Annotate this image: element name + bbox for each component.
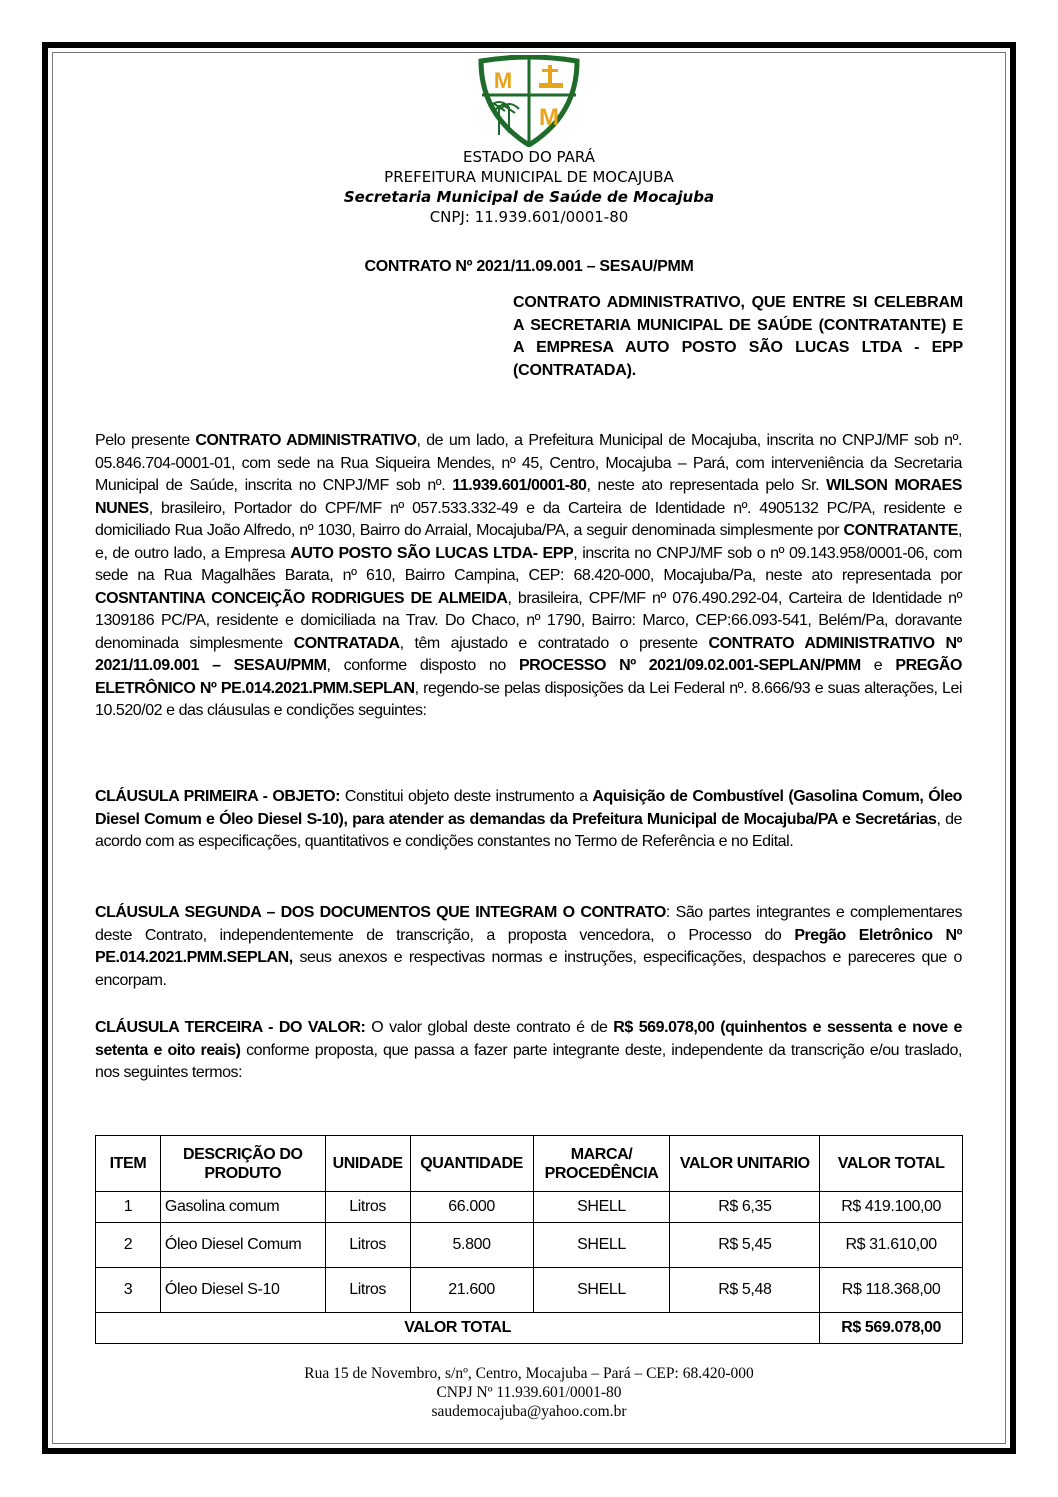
bold-text: Aquisição de Combustível (Gasolina Comum, Óleo Diesel Comum e Óleo Diesel S-10), para atender as demandas da Prefeitura Municipal de Mocajuba/PA e Secretárias <box>95 788 962 828</box>
col-header-quantity: QUANTIDADE <box>410 1136 533 1192</box>
cell-description: Gasolina comum <box>160 1192 325 1223</box>
preamble-paragraph <box>95 430 962 723</box>
cell-total: R$ 419.100,00 <box>820 1192 963 1223</box>
col-header-brand: MARCA/ PROCEDÊNCIA <box>533 1136 670 1192</box>
cell-quantity: 66.000 <box>410 1192 533 1223</box>
cell-unit-price: R$ 5,48 <box>670 1268 820 1313</box>
cell-description: Óleo Diesel Comum <box>160 1223 325 1268</box>
bold-text: COSNTANTINA CONCEIÇÃO RODRIGUES DE ALMEIDA <box>95 589 508 607</box>
table-header-row <box>96 1136 963 1192</box>
total-label: VALOR TOTAL <box>96 1313 820 1344</box>
cell-quantity: 5.800 <box>410 1223 533 1268</box>
cell-total: R$ 31.610,00 <box>820 1223 963 1268</box>
cell-unit: Litros <box>325 1223 410 1268</box>
cell-quantity: 21.600 <box>410 1268 533 1313</box>
cell-unit-price: R$ 6,35 <box>670 1192 820 1223</box>
svg-text:M: M <box>493 68 513 93</box>
cell-description: Óleo Diesel S-10 <box>160 1268 325 1313</box>
cell-item: 1 <box>96 1192 161 1223</box>
footer-email: saudemocajuba@yahoo.com.br <box>431 1403 627 1420</box>
table-row <box>96 1223 963 1268</box>
table-row <box>96 1268 963 1313</box>
col-header-unit-price: VALOR UNITARIO <box>670 1136 820 1192</box>
footer-address: Rua 15 de Novembro, s/nº, Centro, Mocajuba – Pará – CEP: 68.420-000 <box>304 1365 754 1382</box>
text: , brasileira, CPF/MF nº 076.490.292-04, Carteira de Identidade nº 1309186 PC/PA, residente e domiciliada na Trav. Do Chaco, nº 1790, Bairro: Marco, CEP:66.093-541, Belém/Pa, doravante denominada simplesmente <box>95 589 963 652</box>
text: , regendo-se pelas disposições da Lei Federal nº. 8.666/93 e suas alterações, Lei 10.520/02 e das cláusulas e condições seguintes: <box>95 679 962 719</box>
text: : São partes integrantes e complementares deste Contrato, independentemente de transcrição, a proposta vencedora, o Processo do <box>95 904 962 944</box>
table-total-row <box>96 1313 963 1344</box>
text: O valor global deste contrato é de <box>365 1019 614 1036</box>
state-name: ESTADO DO PARÁ <box>463 148 595 166</box>
cell-brand: SHELL <box>533 1223 670 1268</box>
bold-text: AUTO POSTO SÃO LUCAS LTDA- EPP <box>290 544 574 562</box>
items-table <box>95 1135 963 1344</box>
bold-text: 11.939.601/0001-80 <box>452 477 587 494</box>
text: , brasileiro, Portador do CPF/MF nº 057.533.332-49 e da Carteira de Identidade nº. 4905132 PC/PA, residente e domiciliado Rua João Alfredo, nº 1030, Bairro do Arraial, Mocajuba/PA, a seguir denominada simplesmente por <box>95 499 962 539</box>
text: e <box>860 657 896 674</box>
col-header-item: ITEM <box>96 1136 161 1192</box>
cell-total: R$ 118.368,00 <box>820 1268 963 1313</box>
clause-heading: CLÁUSULA PRIMEIRA - OBJETO: <box>95 788 341 805</box>
cell-brand: SHELL <box>533 1192 670 1223</box>
text: Pelo presente <box>95 432 196 449</box>
text: , inscrita no CNPJ/MF sob o nº 09.143.958/0001-06, com sede na Rua Magalhães Barata, nº 610, Bairro Campina, CEP: 68.420-000, Mocajuba/Pa, neste ato representada por <box>95 544 962 584</box>
cell-brand: SHELL <box>533 1268 670 1313</box>
svg-text:M: M <box>539 104 559 131</box>
col-header-unit: UNIDADE <box>325 1136 410 1192</box>
table-row <box>96 1192 963 1223</box>
cell-unit-price: R$ 5,45 <box>670 1223 820 1268</box>
clause-3 <box>95 1017 962 1085</box>
municipality-name: PREFEITURA MUNICIPAL DE MOCAJUBA <box>384 168 674 186</box>
text: Constitui objeto deste instrumento a <box>340 788 593 805</box>
footer-cnpj: CNPJ Nº 11.939.601/0001-80 <box>436 1384 622 1401</box>
text: , de um lado, a Prefeitura Municipal de Mocajuba, inscrita no CNPJ/MF sob nº. 05.846.704-0001-01, com sede na Rua Siqueira Mendes, nº 45, Centro, Mocajuba – Pará, com interveniência da Secretaria Municipal de Saúde, inscrita no CNPJ/MF sob nº. <box>95 432 962 494</box>
cell-unit: Litros <box>325 1268 410 1313</box>
secretariat-line <box>0 188 1058 207</box>
text: , conforme disposto no <box>326 657 519 674</box>
bold-text: CONTRATANTE <box>843 522 958 539</box>
clause-heading: CLÁUSULA TERCEIRA - DO VALOR: <box>95 1019 366 1036</box>
bold-text: PREGÃO ELETRÔNICO Nº PE.014.2021.PMM.SEPLAN <box>95 657 963 697</box>
contract-summary: CONTRATO ADMINISTRATIVO, QUE ENTRE SI CELEBRAM A SECRETARIA MUNICIPAL DE SAÚDE (CONTRATANTE) E A EMPRESA AUTO POSTO SÃO LUCAS LTDA - EPP (CONTRATADA). <box>513 294 963 379</box>
text: , de acordo com as especificações, quantitativos e condições constantes no Termo de Referência e no Edital. <box>95 810 962 850</box>
text: conforme proposta, que passa a fazer parte integrante deste, independente da transcrição e/ou traslado, nos seguintes termos: <box>95 1041 962 1081</box>
cell-unit: Litros <box>325 1192 410 1223</box>
bold-text: CONTRATO ADMINISTRATIVO <box>195 432 417 449</box>
bold-text: Pregão Eletrônico Nº PE.014.2021.PMM.SEPLAN, <box>95 926 962 966</box>
clause-1 <box>95 786 962 854</box>
text: seus anexos e respectivas normas e instruções, especificações, despachos e pareceres que o encorpam. <box>95 949 962 989</box>
bold-text: PROCESSO Nº 2021/09.02.001-SEPLAN/PMM <box>518 657 861 674</box>
bold-text: WILSON MORAES NUNES <box>95 477 962 517</box>
secretariat-name: Secretaria Municipal de Saúde de Mocajuba <box>343 188 715 206</box>
bold-text: CONTRATADA <box>293 634 400 652</box>
bold-text: CONTRATO ADMINISTRATIVO Nº 2021/11.09.001 – SESAU/PMM <box>95 634 962 674</box>
footer <box>0 1364 1058 1421</box>
total-value: R$ 569.078,00 <box>820 1313 963 1344</box>
text: , têm ajustado e contratado o presente <box>399 634 709 652</box>
coat-of-arms-logo <box>477 55 581 147</box>
clause-heading: CLÁUSULA SEGUNDA – DOS DOCUMENTOS QUE INTEGRAM O CONTRATO <box>95 904 666 921</box>
text: , e, de outro lado, a Empresa <box>95 522 962 562</box>
col-header-total: VALOR TOTAL <box>820 1136 963 1192</box>
cell-item: 2 <box>96 1223 161 1268</box>
bold-text: R$ 569.078,00 (quinhentos e sessenta e nove e setenta e oito reais) <box>95 1019 962 1059</box>
text: , neste ato representada pelo Sr. <box>586 477 827 494</box>
header-cnpj: CNPJ: 11.939.601/0001-80 <box>429 208 629 226</box>
clause-2 <box>95 902 962 992</box>
col-header-description: DESCRIÇÃO DO PRODUTO <box>160 1136 325 1192</box>
contract-title: CONTRATO Nº 2021/11.09.001 – SESAU/PMM <box>364 258 694 275</box>
cell-item: 3 <box>96 1268 161 1313</box>
